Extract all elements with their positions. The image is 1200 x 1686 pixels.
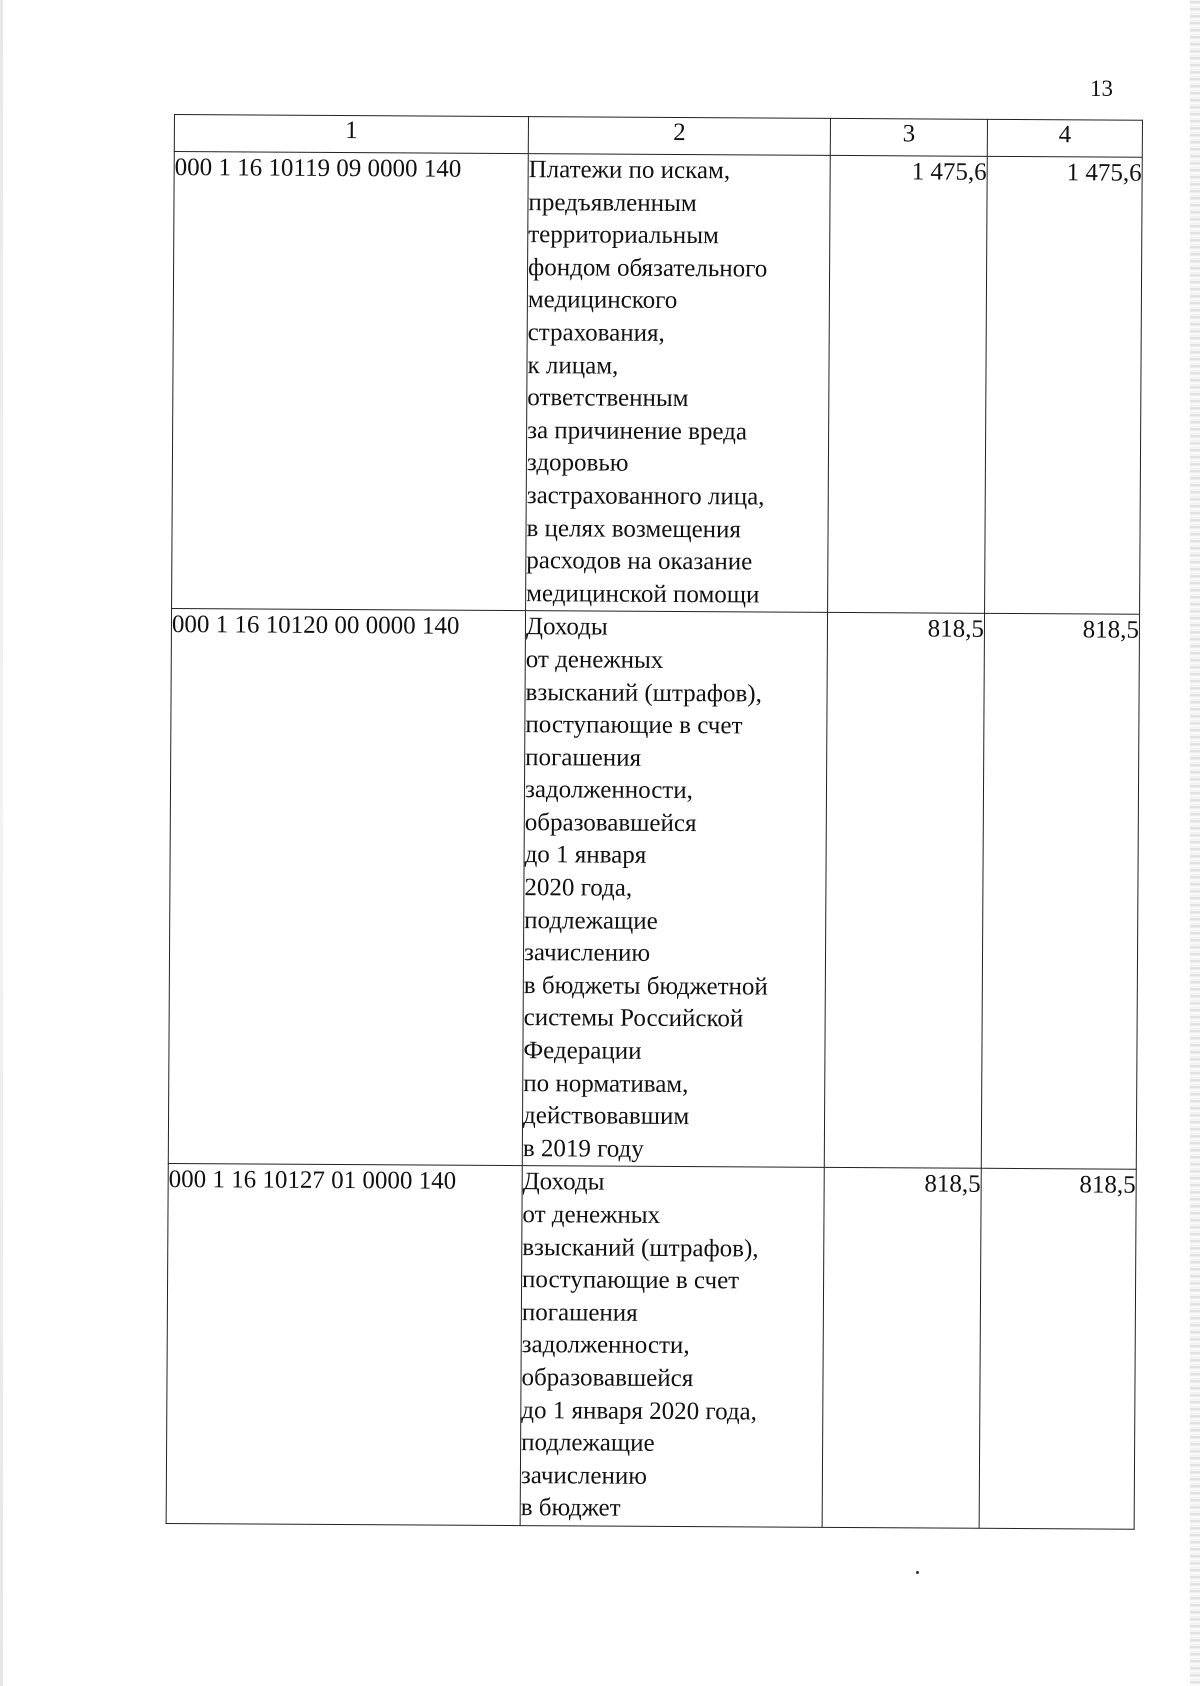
description-line: Доходы xyxy=(525,613,608,641)
row-description xyxy=(520,1166,824,1527)
row-value-col-3: 1 475,6 xyxy=(828,155,988,613)
description-line: образовавшейся xyxy=(524,808,697,837)
header-row xyxy=(174,115,1142,158)
description-line: 2020 года, xyxy=(524,874,633,902)
description-line: Платежи по искам, xyxy=(528,156,731,185)
row-description xyxy=(522,611,827,1168)
description-line: поступающие в счет xyxy=(522,1266,740,1295)
description-line: Федерации xyxy=(523,1037,642,1065)
budget-table xyxy=(166,114,1143,1530)
description-line: медицинской помощи xyxy=(526,579,760,609)
description-line: взысканий (штрафов), xyxy=(525,678,762,707)
scan-edge-left xyxy=(0,0,3,1686)
description-line: застрахованного лица, xyxy=(526,482,765,511)
table-row xyxy=(166,1164,1136,1529)
header-col-3: 3 xyxy=(830,118,987,156)
description-line: территориальным xyxy=(528,221,719,250)
description-line: фондом обязательного xyxy=(528,253,768,283)
row-value-col-4: 1 475,6 xyxy=(985,156,1143,614)
scan-speck xyxy=(916,1571,919,1574)
description-line: задолженности, xyxy=(521,1331,690,1360)
description-line: образовавшейся xyxy=(521,1364,694,1393)
row-description xyxy=(526,154,831,613)
row-code: 000 1 16 10127 01 0000 140 xyxy=(166,1164,522,1526)
description-line: медицинского xyxy=(527,286,678,315)
description-line: страхования, xyxy=(527,319,665,347)
row-value-col-3: 818,5 xyxy=(824,613,984,1169)
description-line: до 1 января xyxy=(524,841,647,870)
description-line: подлежащие xyxy=(524,906,658,935)
description-line: в бюджет xyxy=(520,1494,621,1523)
header-col-2: 2 xyxy=(528,117,830,156)
description-line: зачислению xyxy=(523,939,651,968)
description-line: зачислению xyxy=(520,1461,648,1490)
description-line: в целях возмещения xyxy=(526,514,742,543)
row-value-col-3: 818,5 xyxy=(822,1168,981,1528)
description-line: в бюджеты бюджетной xyxy=(523,971,768,1001)
description-line: от денежных xyxy=(525,646,664,674)
description-line: поступающие в счет xyxy=(525,711,743,740)
description-line: здоровью xyxy=(526,449,629,478)
description-line: в 2019 году xyxy=(522,1134,644,1163)
row-code: 000 1 16 10120 00 0000 140 xyxy=(168,609,525,1166)
row-value-col-4: 818,5 xyxy=(979,1169,1136,1529)
page-number: 13 xyxy=(1090,76,1113,101)
description-line: Доходы xyxy=(522,1168,605,1196)
row-code: 000 1 16 10119 09 0000 140 xyxy=(172,152,529,611)
description-line: от денежных xyxy=(522,1201,661,1229)
description-line: расходов на оказание xyxy=(526,547,753,576)
scan-edge-right xyxy=(1190,0,1200,1686)
description-line: по нормативам, xyxy=(523,1069,689,1098)
description-line: задолженности, xyxy=(524,776,693,805)
description-line: действовавшим xyxy=(522,1102,690,1131)
description-line: до 1 января 2020 года, xyxy=(521,1396,758,1426)
description-line: погашения xyxy=(521,1298,638,1327)
description-line: системы Российской xyxy=(523,1004,744,1033)
table-row xyxy=(168,609,1139,1170)
header-col-1: 1 xyxy=(174,115,528,154)
description-line: предъявленным xyxy=(528,188,697,217)
description-line: к лицам, xyxy=(527,351,619,380)
description-line: взысканий (штрафов), xyxy=(522,1233,759,1263)
description-line: погашения xyxy=(525,743,642,772)
header-col-4: 4 xyxy=(987,119,1142,157)
row-value-col-4: 818,5 xyxy=(981,614,1139,1170)
description-line: ответственным xyxy=(527,384,689,413)
table-row xyxy=(172,152,1143,615)
description-line: подлежащие xyxy=(521,1429,655,1458)
description-line: за причинение вреда xyxy=(527,416,748,446)
